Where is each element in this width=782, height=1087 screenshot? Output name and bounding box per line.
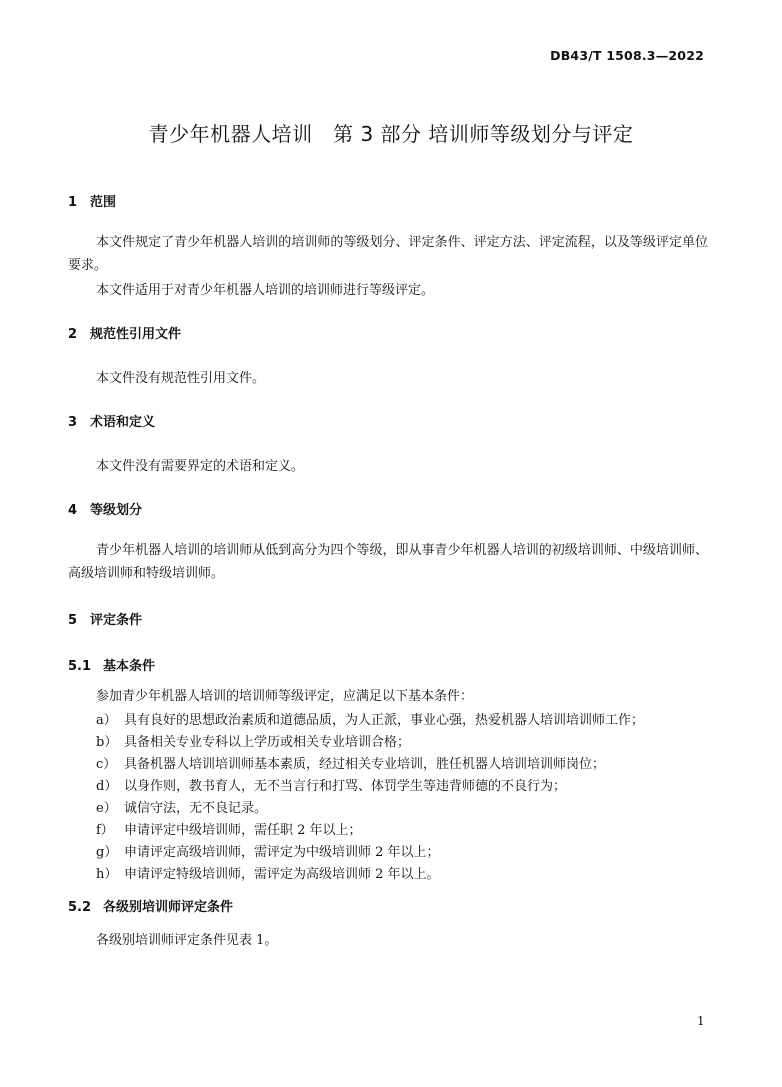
list-item: [96, 753, 605, 772]
list-item-label: c）: [96, 757, 117, 772]
list-item-label: b）: [96, 735, 118, 750]
subsection-number: 5.2: [68, 900, 92, 915]
grade-classification-paragraph: 青少年机器人培训的培训师从低到高分为四个等级，即从事青少年机器人培训的初级培训师、中级培训师、高级培训师和特级培训师。: [68, 543, 708, 581]
page-number: 1: [697, 1014, 705, 1028]
terms-paragraph: 本文件没有需要界定的术语和定义。: [96, 459, 305, 474]
list-item-text: 申请评定中级培训师，需任职 2 年以上；: [124, 823, 362, 838]
list-item-label: d）: [96, 779, 118, 794]
list-item: [96, 841, 440, 860]
list-item-label: h）: [96, 867, 118, 882]
list-item: [96, 797, 267, 816]
section-number: 1: [68, 195, 78, 210]
list-item: [96, 731, 410, 750]
section-title: 评定条件: [90, 613, 143, 628]
list-item-label: g）: [96, 845, 118, 860]
list-item-text: 诚信守法，无不良记录。: [124, 801, 268, 816]
level-conditions-intro: 各级别培训师评定条件见表 1。: [96, 933, 278, 948]
list-item-text: 具有良好的思想政治素质和道德品质，为人正派，事业心强，热爱机器人培训培训师工作；: [124, 713, 645, 728]
section-title: 等级划分: [90, 503, 143, 518]
section-number: 2: [68, 327, 78, 342]
section-heading-normative-references: [68, 323, 181, 342]
section-number: 5: [68, 613, 78, 628]
section-number: 3: [68, 415, 78, 430]
list-item-text: 申请评定高级培训师，需评定为中级培训师 2 年以上；: [124, 845, 440, 860]
section-heading-evaluation-conditions: [68, 609, 142, 628]
list-item: [96, 709, 644, 728]
section-heading-grade-classification: [68, 499, 142, 518]
section-heading-terms: [68, 411, 155, 430]
section-title: 规范性引用文件: [90, 327, 182, 342]
section-title: 术语和定义: [90, 415, 156, 430]
list-item-label: a）: [96, 713, 117, 728]
document-title: 青少年机器人培训 第 3 部分 培训师等级划分与评定: [148, 122, 634, 146]
basic-conditions-intro: 参加青少年机器人培训的培训师等级评定，应满足以下基本条件：: [96, 689, 474, 704]
subsection-title: 各级别培训师评定条件: [103, 900, 234, 915]
section-title: 范围: [90, 195, 117, 210]
list-item: [96, 775, 566, 794]
subsection-title: 基本条件: [103, 659, 156, 674]
list-item-label: f）: [96, 823, 114, 838]
list-item-text: 具备机器人培训培训师基本素质，经过相关专业培训，胜任机器人培训培训师岗位；: [124, 757, 606, 772]
list-item: [96, 863, 440, 882]
list-item-text: 具备相关专业专科以上学历或相关专业培训合格；: [124, 735, 411, 750]
subsection-heading-level-conditions: [68, 896, 233, 915]
scope-paragraph-1: 本文件规定了青少年机器人培训的培训师的等级划分、评定条件、评定方法、评定流程，以及等级评定单位要求。: [68, 235, 708, 273]
subsection-heading-basic-conditions: [68, 655, 155, 674]
scope-paragraph-2: 本文件适用于对青少年机器人培训的培训师进行等级评定。: [96, 283, 435, 298]
section-heading-scope: [68, 191, 116, 210]
section-number: 4: [68, 503, 78, 518]
normative-references-paragraph: 本文件没有规范性引用文件。: [96, 371, 266, 386]
list-item-label: e）: [96, 801, 117, 816]
standard-code: DB43/T 1508.3—2022: [550, 48, 704, 63]
list-item-text: 以身作则，教书育人，无不当言行和打骂、体罚学生等违背师德的不良行为；: [124, 779, 567, 794]
list-item-text: 申请评定特级培训师，需评定为高级培训师 2 年以上。: [124, 867, 440, 882]
list-item: [96, 819, 362, 838]
subsection-number: 5.1: [68, 659, 92, 674]
